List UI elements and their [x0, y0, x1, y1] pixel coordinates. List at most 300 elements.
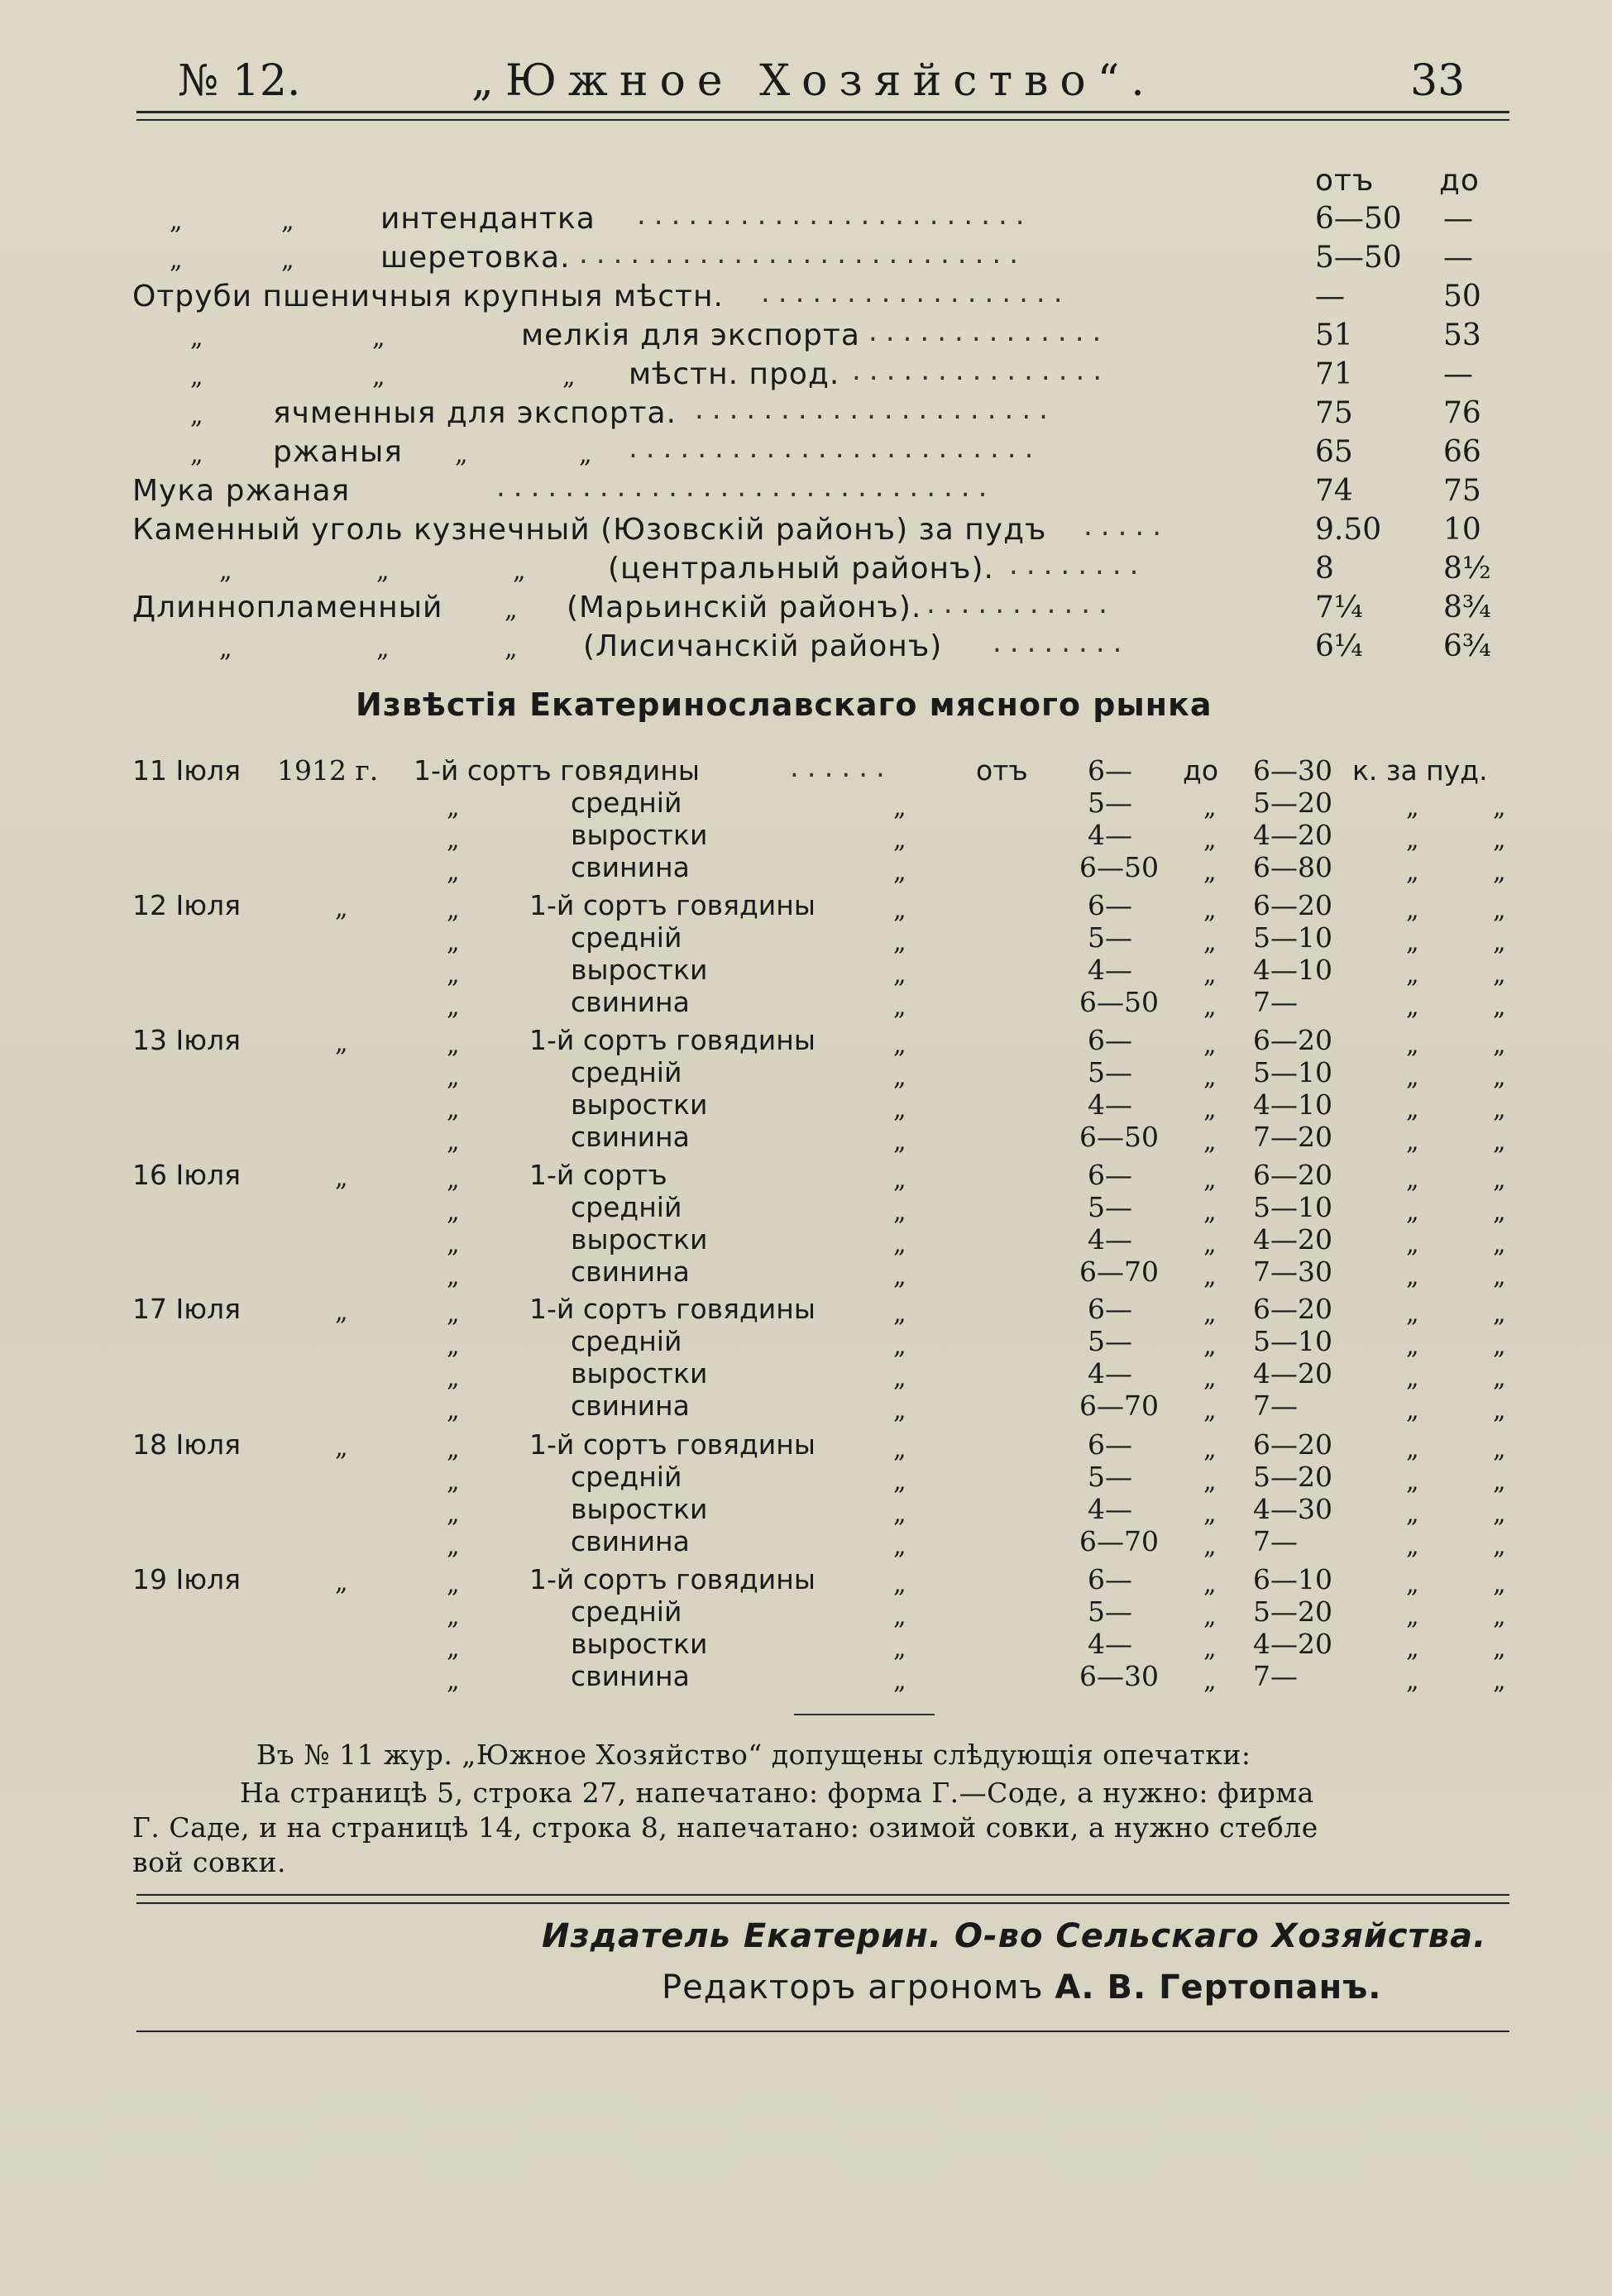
meat-price-from: 6—30: [1079, 1660, 1159, 1692]
ditto-mark: „: [893, 1031, 906, 1060]
ditto-mark: „: [1493, 1299, 1506, 1328]
ditto-mark: „: [1203, 858, 1217, 887]
price-label: мелкія для экспорта: [521, 318, 860, 352]
price-to: —: [1443, 357, 1473, 391]
meat-price-from: 6—: [1088, 1293, 1132, 1325]
ditto-mark: „: [447, 1364, 460, 1393]
price-label: Длиннопламенный: [132, 591, 443, 624]
meat-item: выростки: [571, 1357, 708, 1390]
ditto-mark: „: [1406, 1570, 1419, 1599]
meat-item: средній: [571, 1595, 682, 1628]
ditto-mark: „: [281, 246, 294, 275]
meat-price-from: 5—: [1088, 787, 1132, 819]
meat-price-to: 4—20: [1253, 1357, 1332, 1390]
meat-price-to: 6—20: [1253, 1293, 1332, 1325]
leader-dots: ...............: [852, 354, 1111, 387]
ditto-mark: „: [335, 894, 348, 923]
meat-item: средній: [571, 1191, 682, 1223]
meat-price-from: 4—: [1088, 954, 1132, 986]
ditto-mark: „: [335, 1433, 348, 1462]
ditto-mark: „: [1493, 1667, 1506, 1696]
ditto-mark: „: [1203, 1332, 1217, 1361]
meat-price-to: 6—20: [1253, 889, 1332, 921]
ditto-mark: „: [1203, 1262, 1217, 1291]
meat-price-to: 7—20: [1253, 1121, 1332, 1153]
leader-dots: ..................: [761, 276, 1071, 309]
meat-price-to: 6—20: [1253, 1428, 1332, 1461]
price-from: 8: [1315, 552, 1334, 586]
meat-price-from: 6—: [1088, 1159, 1132, 1191]
ditto-mark: „: [1493, 1198, 1506, 1227]
price-to: —: [1443, 241, 1473, 275]
leader-dots: ........: [1009, 548, 1147, 581]
price-from: —: [1315, 280, 1345, 313]
meat-price-from: 5—: [1088, 1325, 1132, 1357]
meat-date: 11 Іюля: [132, 754, 241, 787]
price-unit: к. за пуд.: [1352, 754, 1488, 787]
price-from: 71: [1315, 357, 1353, 391]
ditto-mark: „: [893, 1532, 906, 1561]
meat-price-to: 4—20: [1253, 1223, 1332, 1256]
ditto-mark: „: [1406, 1095, 1419, 1124]
meat-price-to: 6—80: [1253, 851, 1332, 883]
ditto-mark: „: [893, 1063, 906, 1092]
ditto-mark: „: [1203, 960, 1217, 989]
meat-item: 1-й сортъ говядины: [529, 1293, 816, 1325]
ditto-mark: „: [447, 1532, 460, 1561]
ditto-mark: „: [1406, 1500, 1419, 1528]
ditto-mark: „: [1493, 960, 1506, 989]
meat-item: 1-й сортъ: [529, 1159, 667, 1191]
meat-price-to: 5—20: [1253, 787, 1332, 819]
price-label: (Лисичанскій районъ): [583, 629, 943, 663]
ditto-mark: „: [190, 362, 203, 391]
ditto-mark: „: [893, 858, 906, 887]
meat-price-from: 6—70: [1079, 1256, 1159, 1288]
meat-item: средній: [571, 921, 682, 954]
ditto-mark: „: [1406, 1467, 1419, 1496]
price-to: 10: [1443, 513, 1481, 547]
ditto-mark: „: [447, 960, 460, 989]
ditto-mark: „: [1493, 825, 1506, 854]
ditto-mark: „: [1406, 1332, 1419, 1361]
ditto-mark: „: [1406, 1063, 1419, 1092]
ditto-mark: „: [190, 401, 203, 430]
ditto-mark: „: [1493, 1127, 1506, 1156]
price-label: ячменныя для экспорта.: [273, 396, 677, 430]
ditto-mark: „: [1493, 1095, 1506, 1124]
meat-price-to: 5—10: [1253, 921, 1332, 954]
meat-item: 1-й сортъ говядины: [529, 889, 816, 921]
ditto-mark: „: [893, 1396, 906, 1425]
ditto-mark: „: [1203, 1364, 1217, 1393]
meat-date: 13 Іюля: [132, 1024, 241, 1056]
meat-item: средній: [571, 787, 682, 819]
meat-price-to: 5—20: [1253, 1595, 1332, 1628]
meat-price-to: 5—10: [1253, 1325, 1332, 1357]
price-to: 66: [1443, 435, 1481, 469]
leader-dots: .............................: [496, 471, 996, 504]
errata-line-1: Въ № 11 жур. „Южное Хозяйство“ допущены слѣдующія опечатки:: [256, 1739, 1251, 1771]
meat-date: 18 Іюля: [132, 1428, 241, 1461]
issue-number: № 12.: [178, 56, 301, 106]
ditto-mark: „: [1493, 1396, 1506, 1425]
ditto-mark: „: [1493, 1332, 1506, 1361]
ditto-mark: „: [219, 634, 232, 663]
footer-rule: [136, 1894, 1509, 1896]
ditto-mark: „: [1203, 1532, 1217, 1561]
meat-price-to: 5—10: [1253, 1191, 1332, 1223]
ditto-mark: „: [1203, 928, 1217, 957]
ditto-mark: „: [447, 1127, 460, 1156]
ditto-mark: „: [893, 1230, 906, 1259]
price-label: Мука ржаная: [132, 474, 351, 508]
ditto-mark: „: [335, 1029, 348, 1058]
ditto-mark: „: [1203, 1396, 1217, 1425]
ditto-mark: „: [447, 1435, 460, 1464]
ditto-mark: „: [1493, 1500, 1506, 1528]
ditto-mark: „: [1493, 1031, 1506, 1060]
meat-price-from: 6—: [1088, 754, 1132, 787]
ditto-mark: „: [1493, 858, 1506, 887]
ditto-mark: „: [219, 557, 232, 586]
ditto-mark: „: [1406, 1031, 1419, 1060]
meat-price-from: 6—: [1088, 1024, 1132, 1056]
price-to: 75: [1443, 474, 1481, 508]
ditto-mark: „: [1203, 1634, 1217, 1663]
leader-dots: ...........: [926, 587, 1116, 620]
ditto-mark: „: [1406, 1364, 1419, 1393]
ditto-mark: „: [447, 1500, 460, 1528]
meat-price-to: 7—30: [1253, 1256, 1332, 1288]
ditto-mark: „: [893, 1165, 906, 1194]
errata-line-4: вой совки.: [132, 1846, 286, 1878]
ditto-mark: „: [1406, 1127, 1419, 1156]
page-number: 33: [1410, 56, 1466, 106]
leader-dots: ........................: [629, 432, 1042, 465]
ditto-mark: „: [1406, 1667, 1419, 1696]
ditto-mark: „: [893, 1435, 906, 1464]
price-label: Каменный уголь кузнечный (Юзовскій районъ) за пудъ: [132, 513, 1047, 547]
ditto-mark: „: [1406, 858, 1419, 887]
ditto-mark: „: [1493, 1364, 1506, 1393]
ditto-mark: „: [1493, 1435, 1506, 1464]
meat-item: выростки: [571, 954, 708, 986]
meat-item: средній: [571, 1056, 682, 1088]
ditto-mark: „: [893, 1570, 906, 1599]
ditto-mark: „: [1203, 1230, 1217, 1259]
meat-price-from: 5—: [1088, 921, 1132, 954]
meat-price-from: 4—: [1088, 1088, 1132, 1121]
meat-date: 17 Іюля: [132, 1293, 241, 1325]
price-from: 6—50: [1315, 202, 1402, 236]
ditto-mark: „: [1493, 1165, 1506, 1194]
ditto-mark: „: [447, 1602, 460, 1631]
ditto-mark: „: [1203, 793, 1217, 822]
meat-price-from: 5—: [1088, 1595, 1132, 1628]
ditto-mark: „: [1203, 1299, 1217, 1328]
ditto-mark: „: [1493, 1634, 1506, 1663]
meat-price-to: 6—20: [1253, 1024, 1332, 1056]
section-divider: [794, 1714, 935, 1715]
price-to: 6¾: [1443, 629, 1491, 663]
meat-price-to: 6—20: [1253, 1159, 1332, 1191]
ditto-mark: „: [447, 1667, 460, 1696]
ditto-mark: „: [372, 362, 385, 391]
publisher-line: Издатель Екатерин. О-во Сельскаго Хозяйства.: [542, 1917, 1487, 1955]
ditto-mark: „: [447, 1332, 460, 1361]
ditto-mark: „: [447, 928, 460, 957]
ditto-mark: „: [1406, 825, 1419, 854]
price-label: интендантка: [380, 202, 596, 236]
price-to: 76: [1443, 396, 1481, 430]
meat-section-title: Извѣстія Екатеринославскаго мясного рынка: [356, 686, 1213, 723]
ditto-mark: „: [893, 1127, 906, 1156]
ditto-mark: „: [447, 793, 460, 822]
ditto-mark: „: [335, 1568, 348, 1597]
ditto-mark: „: [376, 634, 390, 663]
ditto-mark: „: [893, 1602, 906, 1631]
footer-rule-2: [136, 1902, 1509, 1904]
meat-item: средній: [571, 1461, 682, 1493]
ditto-mark: „: [447, 1031, 460, 1060]
ditto-mark: „: [447, 1262, 460, 1291]
ditto-mark: „: [447, 1063, 460, 1092]
meat-price-from: 5—: [1088, 1461, 1132, 1493]
meat-price-from: 6—70: [1079, 1390, 1159, 1422]
ditto-mark: „: [1406, 793, 1419, 822]
price-label: шеретовка.: [380, 241, 571, 275]
editor-line: [662, 1968, 1382, 2007]
ditto-mark: „: [1406, 1198, 1419, 1227]
ditto-mark: „: [447, 1299, 460, 1328]
meat-item: выростки: [571, 1628, 708, 1660]
ditto-mark: „: [1203, 1602, 1217, 1631]
ditto-mark: „: [1493, 1570, 1506, 1599]
ditto-mark: „: [1493, 1230, 1506, 1259]
ditto-mark: „: [1406, 1396, 1419, 1425]
meat-price-from: 6—: [1088, 1428, 1132, 1461]
ditto-mark: „: [190, 440, 203, 469]
meat-price-from: 6—50: [1079, 1121, 1159, 1153]
ditto-mark: „: [1493, 1602, 1506, 1631]
ditto-mark: „: [455, 440, 468, 469]
ditto-mark: „: [1203, 993, 1217, 1021]
ditto-mark: „: [1203, 1095, 1217, 1124]
ditto-mark: „: [447, 825, 460, 854]
col-from-header: отъ: [1315, 164, 1375, 198]
ditto-mark: „: [1406, 1602, 1419, 1631]
ditto-mark: „: [1203, 1435, 1217, 1464]
bottom-rule: [136, 2031, 1509, 2032]
price-label: мѣстн. прод.: [629, 357, 840, 391]
price-from: 9.50: [1315, 513, 1382, 547]
ditto-mark: „: [579, 440, 592, 469]
ditto-mark: „: [893, 1500, 906, 1528]
ditto-mark: „: [893, 825, 906, 854]
meat-item: средній: [571, 1325, 682, 1357]
ditto-mark: „: [1203, 1500, 1217, 1528]
ditto-mark: „: [447, 858, 460, 887]
ditto-mark: „: [1203, 1570, 1217, 1599]
ditto-mark: „: [1406, 1262, 1419, 1291]
meat-price-to: 5—10: [1253, 1056, 1332, 1088]
ditto-mark: „: [562, 362, 576, 391]
meat-item: свинина: [571, 986, 690, 1018]
meat-item: свинина: [571, 1660, 690, 1692]
meat-item: свинина: [571, 851, 690, 883]
ditto-mark: „: [372, 323, 385, 352]
ditto-mark: „: [1406, 1165, 1419, 1194]
ditto-mark: „: [1203, 896, 1217, 925]
price-label-2: (Марьинскій районъ).: [567, 591, 922, 624]
meat-price-from: 6—70: [1079, 1525, 1159, 1557]
ditto-mark: „: [893, 1095, 906, 1124]
price-from: 75: [1315, 396, 1353, 430]
meat-price-from: 4—: [1088, 1223, 1132, 1256]
ditto-mark: „: [893, 1262, 906, 1291]
meat-item: свинина: [571, 1390, 690, 1422]
meat-item: 1-й сортъ говядины: [529, 1428, 816, 1461]
price-label: ржаныя: [273, 435, 403, 469]
meat-price-to: 4—20: [1253, 1628, 1332, 1660]
from-word: отъ: [976, 754, 1028, 787]
meat-price-to: 7—: [1253, 1390, 1298, 1422]
header-rule: [136, 111, 1509, 113]
meat-price-to: 5—20: [1253, 1461, 1332, 1493]
ditto-mark: „: [893, 1467, 906, 1496]
meat-price-from: 6—50: [1079, 986, 1159, 1018]
ditto-mark: „: [893, 928, 906, 957]
meat-price-from: 6—50: [1079, 851, 1159, 883]
ditto-mark: „: [1406, 1435, 1419, 1464]
editor-prefix: Редакторъ агрономъ: [662, 1968, 1044, 2007]
meat-price-from: 6—: [1088, 1563, 1132, 1595]
meat-price-to: 7—: [1253, 986, 1298, 1018]
meat-item: свинина: [571, 1525, 690, 1557]
ditto-mark: „: [893, 1299, 906, 1328]
meat-date: 19 Іюля: [132, 1563, 241, 1595]
price-from: 65: [1315, 435, 1353, 469]
ditto-mark: „: [1493, 793, 1506, 822]
ditto-mark: „: [335, 1164, 348, 1193]
meat-item: свинина: [571, 1121, 690, 1153]
price-to: —: [1443, 202, 1473, 236]
meat-date: 16 Іюля: [132, 1159, 241, 1191]
ditto-mark: „: [447, 993, 460, 1021]
ditto-mark: „: [447, 896, 460, 925]
ditto-mark: „: [1203, 1667, 1217, 1696]
ditto-mark: „: [893, 1364, 906, 1393]
meat-price-to: 4—10: [1253, 954, 1332, 986]
price-from: 51: [1315, 318, 1353, 352]
ditto-mark: „: [190, 323, 203, 352]
ditto-mark: „: [281, 207, 294, 236]
ditto-mark: „: [1203, 1198, 1217, 1227]
ditto-mark: „: [1406, 1532, 1419, 1561]
leader-dots: ........: [993, 626, 1131, 659]
meat-item: 1-й сортъ говядины: [529, 1563, 816, 1595]
meat-price-to: 4—30: [1253, 1493, 1332, 1525]
price-from: 74: [1315, 474, 1353, 508]
ditto-mark: „: [1493, 1262, 1506, 1291]
journal-title: „Южное Хозяйство“.: [471, 56, 1156, 106]
ditto-mark: „: [447, 1634, 460, 1663]
ditto-mark: „: [1493, 993, 1506, 1021]
ditto-mark: „: [1493, 1063, 1506, 1092]
ditto-mark: „: [447, 1230, 460, 1259]
meat-price-to: 7—: [1253, 1525, 1298, 1557]
ditto-mark: „: [1493, 1467, 1506, 1496]
ditto-mark: „: [1493, 1532, 1506, 1561]
price-from: 5—50: [1315, 241, 1402, 275]
meat-price-from: 5—: [1088, 1056, 1132, 1088]
ditto-mark: „: [447, 1467, 460, 1496]
ditto-mark: „: [1406, 1230, 1419, 1259]
ditto-mark: „: [1406, 928, 1419, 957]
ditto-mark: „: [893, 960, 906, 989]
meat-item: выростки: [571, 1493, 708, 1525]
ditto-mark: „: [893, 1332, 906, 1361]
meat-item: свинина: [571, 1256, 690, 1288]
ditto-mark: „: [893, 1198, 906, 1227]
meat-price-to: 4—20: [1253, 819, 1332, 851]
ditto-mark: „: [1203, 825, 1217, 854]
col-to-header: до: [1439, 164, 1480, 198]
header-rule-2: [136, 119, 1509, 121]
leader-dots: ......: [790, 751, 893, 784]
ditto-mark: „: [1203, 1467, 1217, 1496]
price-to: 53: [1443, 318, 1481, 352]
ditto-mark: „: [335, 1298, 348, 1327]
errata-line-3: Г. Саде, и на страницѣ 14, строка 8, напечатано: озимой совки, а нужно стебле: [132, 1811, 1318, 1844]
errata-line-2: На страницѣ 5, строка 27, напечатано: форма Г.—Соде, а нужно: фирма: [240, 1777, 1314, 1809]
ditto-mark: „: [170, 207, 183, 236]
meat-price-to: 4—10: [1253, 1088, 1332, 1121]
ditto-mark: „: [376, 557, 390, 586]
meat-item: 1-й сортъ говядины: [529, 1024, 816, 1056]
price-to: 50: [1443, 280, 1481, 313]
ditto-mark: „: [893, 993, 906, 1021]
meat-price-from: 4—: [1088, 1628, 1132, 1660]
meat-item: выростки: [571, 1088, 708, 1121]
ditto-mark: „: [893, 1634, 906, 1663]
ditto-mark: „: [447, 1570, 460, 1599]
ditto-mark: „: [1406, 960, 1419, 989]
ditto-mark: „: [447, 1198, 460, 1227]
ditto-mark: „: [505, 634, 518, 663]
ditto-mark: „: [1406, 1299, 1419, 1328]
ditto-mark: „: [447, 1396, 460, 1425]
meat-price-from: 6—: [1088, 889, 1132, 921]
ditto-mark: „: [170, 246, 183, 275]
leader-dots: ..............: [868, 315, 1110, 348]
ditto-mark: „: [1203, 1127, 1217, 1156]
ditto-mark: „: [1203, 1063, 1217, 1092]
meat-price-from: 4—: [1088, 819, 1132, 851]
leader-dots: .......................: [637, 199, 1033, 232]
ditto-mark: „: [893, 793, 906, 822]
ditto-mark: „: [513, 557, 526, 586]
to-word: до: [1183, 754, 1219, 787]
meat-price-to: 6—10: [1253, 1563, 1332, 1595]
meat-price-from: 5—: [1088, 1191, 1132, 1223]
meat-item: выростки: [571, 819, 708, 851]
meat-date: 12 Іюля: [132, 889, 241, 921]
price-to: 8¾: [1443, 591, 1491, 624]
meat-item: выростки: [571, 1223, 708, 1256]
meat-price-from: 4—: [1088, 1493, 1132, 1525]
